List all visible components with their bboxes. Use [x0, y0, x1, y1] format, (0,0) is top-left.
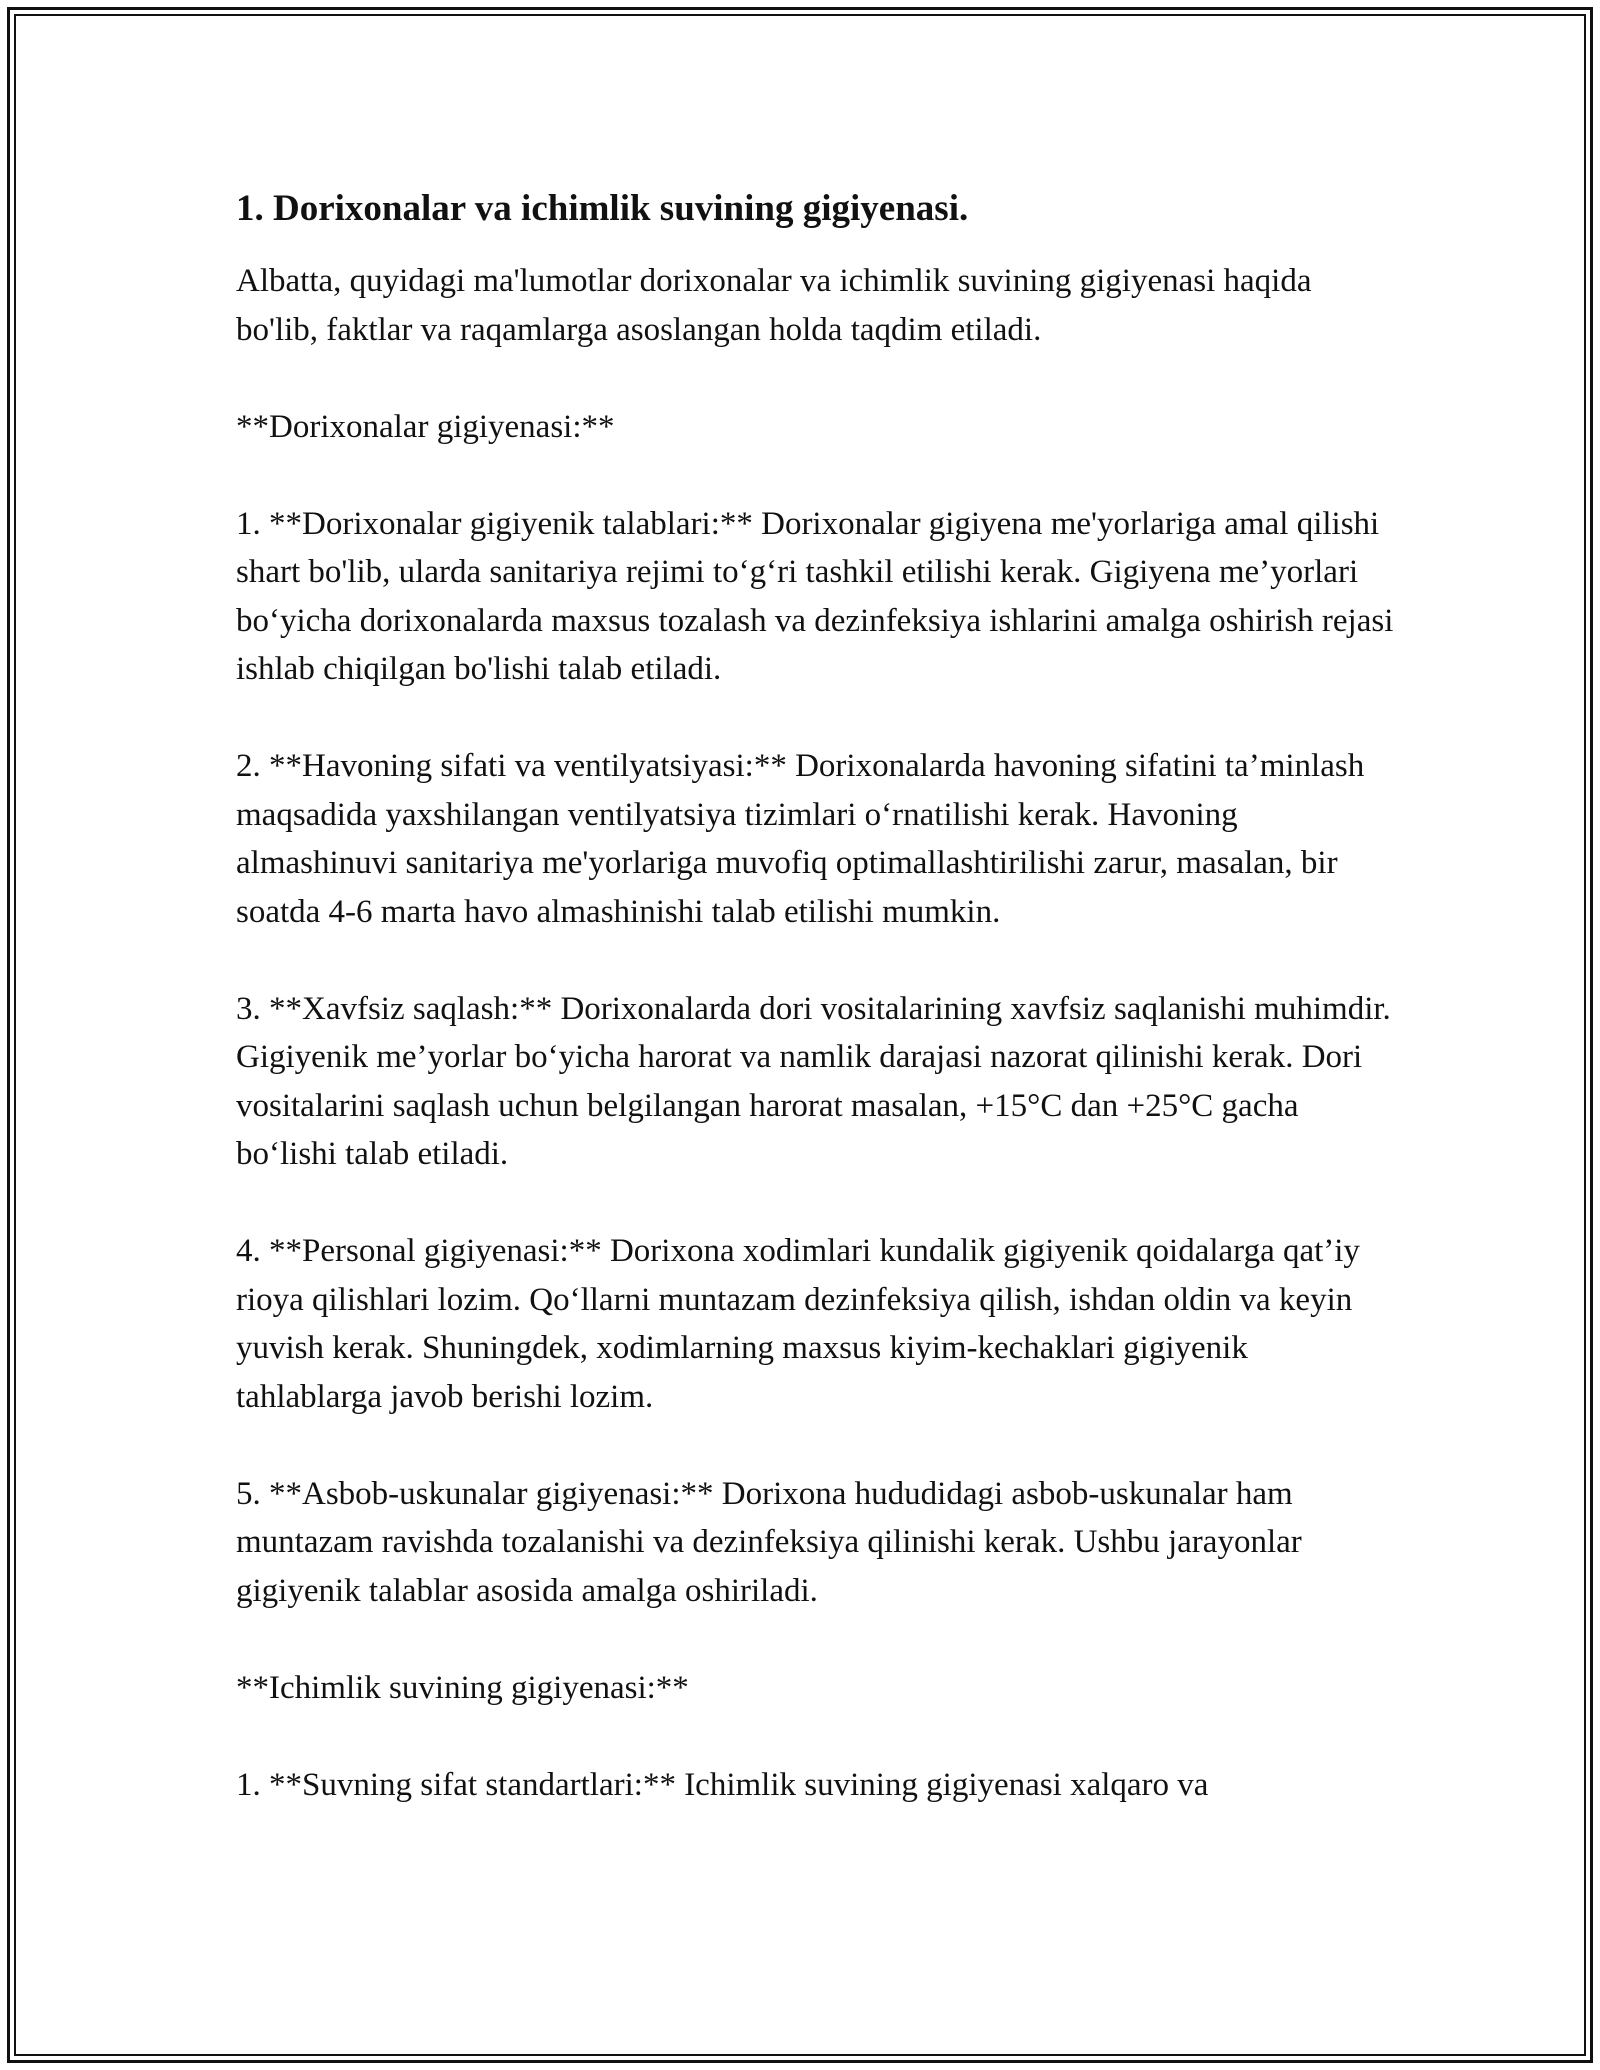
- section-title-pharmacy-hygiene: **Dorixonalar gigiyenasi:**: [236, 408, 615, 445]
- list-item-personal-hygiene: 4. **Personal gigiyenasi:** Dorixona xodimlari kundalik gigiyenik qoidalarga qat’iy rioya qilishlari lozim. Qo‘llarni muntazam dezinfeksiya qilish, ishdan oldin va keyin yuvish kerak. Shuningdek, xodimlarning maxsus kiyim-kechaklari gigiyenik tahlablarga javob berishi lozim.: [236, 1233, 1360, 1415]
- list-item-equipment-hygiene: 5. **Asbob-uskunalar gigiyenasi:** Dorixona hududidagi asbob-uskunalar ham muntazam ravishda tozalanishi va dezinfeksiya qilinishi kerak. Ushbu jarayonlar gigiyenik talablar asosida amalga oshiriladi.: [236, 1475, 1302, 1609]
- list-item-air-quality: 2. **Havoning sifati va ventilyatsiyasi:** Dorixonalarda havoning sifatini ta’minlash maqsadida yaxshilangan ventilyatsiya tizimlari o‘rnatilishi kerak. Havoning almashinuvi sanitariya me'yorlariga muvofiq optimallashtirilishi zarur, masalan, bir soatda 4-6 marta havo almashinishi talab etilishi mumkin.: [236, 748, 1365, 930]
- section-title-drinking-water: **Ichimlik suvining gigiyenasi:**: [236, 1669, 689, 1706]
- list-item-hygienic-requirements: 1. **Dorixonalar gigiyenik talablari:** Dorixonalar gigiyena me'yorlariga amal qilishi shart bo'lib, ularda sanitariya rejimi to‘g‘ri tashkil etilishi kerak. Gigiyena me’yorlari bo‘yicha dorixonalarda maxsus tozalash va dezinfeksiya ishlarini amalga oshirish rejasi ishlab chiqilgan bo'lishi talab etiladi.: [236, 505, 1394, 687]
- document-content: [236, 185, 1396, 1858]
- list-item-water-quality-standards: 1. **Suvning sifat standartlari:** Ichimlik suvining gigiyenasi xalqaro va: [236, 1766, 1209, 1803]
- document-heading: 1. Dorixonalar va ichimlik suvining gigiyenasi.: [236, 188, 969, 229]
- list-item-safe-storage: 3. **Xavfsiz saqlash:** Dorixonalarda dori vositalarining xavfsiz saqlanishi muhimdir. Gigiyenik me’yorlar bo‘yicha harorat va namlik darajasi nazorat qilinishi kerak. Dori vositalarini saqlash uchun belgilangan harorat masalan, +15°C dan +25°C gacha bo‘lishi talab etiladi.: [236, 990, 1391, 1172]
- intro-paragraph: Albatta, quyidagi ma'lumotlar dorixonalar va ichimlik suvining gigiyenasi haqida bo'lib, faktlar va raqamlarga asoslangan holda taqdim etiladi.: [236, 263, 1312, 348]
